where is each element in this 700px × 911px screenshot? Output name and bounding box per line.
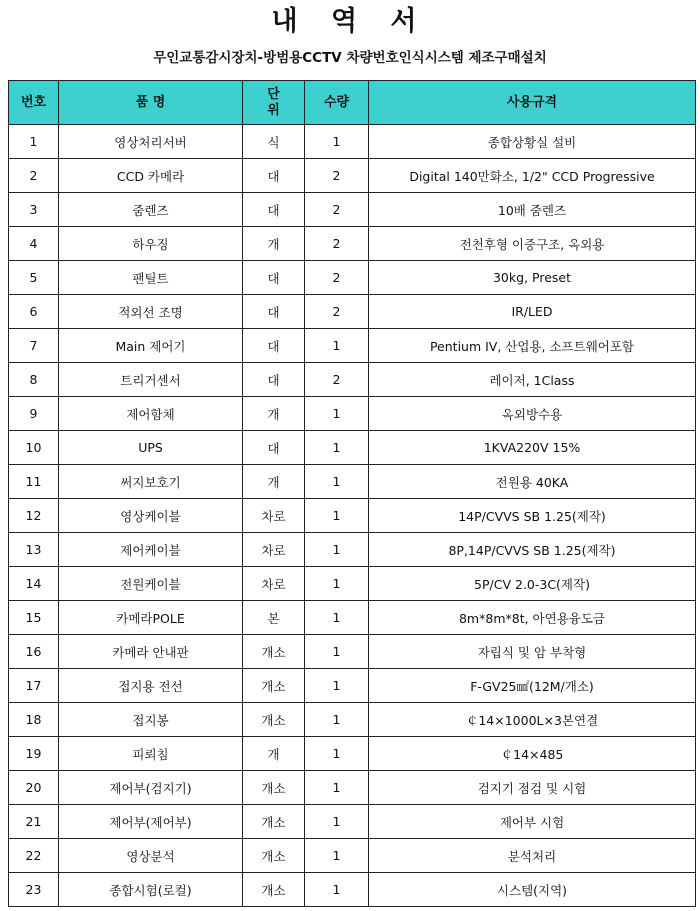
cell-unit: 대 (243, 159, 305, 193)
cell-number: 13 (9, 533, 59, 567)
header-quantity: 수량 (305, 81, 369, 125)
cell-specification: 5P/CV 2.0-3C(제작) (369, 567, 696, 601)
cell-specification: 14P/CVVS SB 1.25(제작) (369, 499, 696, 533)
cell-specification: 검지기 점검 및 시험 (369, 771, 696, 805)
cell-quantity: 1 (305, 465, 369, 499)
cell-item-name: CCD 카메라 (59, 159, 243, 193)
table-row (9, 363, 696, 397)
cell-specification: 전원용 40KA (369, 465, 696, 499)
table-header-row (9, 81, 696, 125)
table-row (9, 601, 696, 635)
cell-number: 4 (9, 227, 59, 261)
item-table (8, 80, 696, 907)
cell-item-name: 하우징 (59, 227, 243, 261)
cell-quantity: 2 (305, 261, 369, 295)
cell-unit: 대 (243, 431, 305, 465)
cell-unit: 개소 (243, 669, 305, 703)
cell-unit: 차로 (243, 567, 305, 601)
cell-number: 1 (9, 125, 59, 159)
table-row (9, 703, 696, 737)
table-row (9, 805, 696, 839)
cell-quantity: 1 (305, 567, 369, 601)
table-row (9, 635, 696, 669)
cell-unit: 개소 (243, 805, 305, 839)
cell-item-name: 영상케이블 (59, 499, 243, 533)
cell-unit: 개소 (243, 703, 305, 737)
cell-item-name: 영상처리서버 (59, 125, 243, 159)
cell-quantity: 2 (305, 193, 369, 227)
table-row (9, 295, 696, 329)
cell-number: 16 (9, 635, 59, 669)
table-row (9, 125, 696, 159)
cell-item-name: 영상분석 (59, 839, 243, 873)
cell-number: 17 (9, 669, 59, 703)
cell-number: 6 (9, 295, 59, 329)
document-subtitle: 무인교통감시장치-방범용CCTV 차량번호인식시스템 제조구매설치 (153, 50, 547, 66)
header-unit-line2: 위 (267, 102, 280, 118)
cell-specification: 종합상황실 설비 (369, 125, 696, 159)
cell-specification: ￠14×485 (369, 737, 696, 771)
cell-quantity: 1 (305, 669, 369, 703)
cell-item-name: 종합시험(로컬) (59, 873, 243, 907)
cell-number: 18 (9, 703, 59, 737)
table-row (9, 771, 696, 805)
cell-specification: 10배 줌렌즈 (369, 193, 696, 227)
cell-specification: Digital 140만화소, 1/2" CCD Progressive (369, 159, 696, 193)
header-item-name: 품 명 (59, 81, 243, 125)
document-title: 내 역 서 (271, 6, 429, 37)
cell-item-name: 트리거센서 (59, 363, 243, 397)
cell-item-name: 팬틸트 (59, 261, 243, 295)
cell-quantity: 2 (305, 295, 369, 329)
cell-specification: 레이저, 1Class (369, 363, 696, 397)
table-row (9, 193, 696, 227)
table-row (9, 839, 696, 873)
cell-unit: 개소 (243, 771, 305, 805)
cell-specification: 전천후형 이중구조, 옥외용 (369, 227, 696, 261)
table-row (9, 499, 696, 533)
cell-item-name: 써지보호기 (59, 465, 243, 499)
table-row (9, 159, 696, 193)
header-unit-line1: 단 (267, 86, 280, 102)
cell-item-name: 카메라POLE (59, 601, 243, 635)
cell-quantity: 1 (305, 499, 369, 533)
header-specification: 사용규격 (369, 81, 696, 125)
cell-quantity: 1 (305, 635, 369, 669)
cell-specification: 8P,14P/CVVS SB 1.25(제작) (369, 533, 696, 567)
cell-specification: F-GV25㎟(12M/개소) (369, 669, 696, 703)
cell-number: 19 (9, 737, 59, 771)
cell-number: 11 (9, 465, 59, 499)
cell-specification: 분석처리 (369, 839, 696, 873)
cell-number: 3 (9, 193, 59, 227)
table-row (9, 873, 696, 907)
cell-quantity: 2 (305, 363, 369, 397)
cell-item-name: 제어부(검지기) (59, 771, 243, 805)
cell-quantity: 1 (305, 873, 369, 907)
cell-number: 22 (9, 839, 59, 873)
cell-number: 23 (9, 873, 59, 907)
cell-specification: 30kg, Preset (369, 261, 696, 295)
cell-unit: 대 (243, 329, 305, 363)
cell-quantity: 1 (305, 329, 369, 363)
table-row (9, 227, 696, 261)
cell-number: 21 (9, 805, 59, 839)
table-row (9, 431, 696, 465)
header-number: 번호 (9, 81, 59, 125)
table-row (9, 533, 696, 567)
cell-specification: 8m*8m*8t, 아연용융도금 (369, 601, 696, 635)
cell-item-name: UPS (59, 431, 243, 465)
cell-specification: ￠14×1000L×3본연결 (369, 703, 696, 737)
cell-item-name: 줌렌즈 (59, 193, 243, 227)
cell-number: 15 (9, 601, 59, 635)
table-row (9, 465, 696, 499)
cell-unit: 대 (243, 295, 305, 329)
cell-item-name: 접지봉 (59, 703, 243, 737)
cell-quantity: 2 (305, 227, 369, 261)
cell-quantity: 1 (305, 397, 369, 431)
cell-specification: 자립식 및 암 부착형 (369, 635, 696, 669)
cell-specification: Pentium IV, 산업용, 소프트웨어포함 (369, 329, 696, 363)
cell-number: 12 (9, 499, 59, 533)
header-unit (243, 81, 305, 125)
cell-item-name: Main 제어기 (59, 329, 243, 363)
cell-quantity: 1 (305, 601, 369, 635)
cell-unit: 개 (243, 227, 305, 261)
cell-quantity: 1 (305, 703, 369, 737)
table-row (9, 261, 696, 295)
cell-item-name: 제어부(제어부) (59, 805, 243, 839)
cell-item-name: 접지용 전선 (59, 669, 243, 703)
table-row (9, 669, 696, 703)
cell-number: 10 (9, 431, 59, 465)
cell-unit: 개 (243, 397, 305, 431)
cell-unit: 개소 (243, 839, 305, 873)
cell-unit: 본 (243, 601, 305, 635)
cell-item-name: 카메라 안내판 (59, 635, 243, 669)
cell-item-name: 전원케이블 (59, 567, 243, 601)
table-row (9, 737, 696, 771)
cell-quantity: 2 (305, 159, 369, 193)
cell-specification: 시스템(지역) (369, 873, 696, 907)
cell-quantity: 1 (305, 839, 369, 873)
cell-specification: 제어부 시험 (369, 805, 696, 839)
cell-specification: IR/LED (369, 295, 696, 329)
cell-unit: 대 (243, 193, 305, 227)
cell-quantity: 1 (305, 737, 369, 771)
cell-unit: 개 (243, 737, 305, 771)
cell-unit: 개 (243, 465, 305, 499)
cell-number: 7 (9, 329, 59, 363)
cell-number: 9 (9, 397, 59, 431)
cell-number: 20 (9, 771, 59, 805)
cell-quantity: 1 (305, 771, 369, 805)
cell-unit: 차로 (243, 533, 305, 567)
cell-quantity: 1 (305, 533, 369, 567)
cell-unit: 식 (243, 125, 305, 159)
table-row (9, 567, 696, 601)
cell-item-name: 피뢰침 (59, 737, 243, 771)
cell-number: 5 (9, 261, 59, 295)
cell-unit: 차로 (243, 499, 305, 533)
cell-item-name: 적외선 조명 (59, 295, 243, 329)
cell-unit: 대 (243, 261, 305, 295)
table-row (9, 397, 696, 431)
cell-item-name: 제어함체 (59, 397, 243, 431)
cell-quantity: 1 (305, 805, 369, 839)
cell-unit: 대 (243, 363, 305, 397)
cell-specification: 옥외방수용 (369, 397, 696, 431)
cell-unit: 개소 (243, 873, 305, 907)
cell-quantity: 1 (305, 431, 369, 465)
table-row (9, 329, 696, 363)
cell-quantity: 1 (305, 125, 369, 159)
cell-number: 2 (9, 159, 59, 193)
cell-specification: 1KVA220V 15% (369, 431, 696, 465)
cell-item-name: 제어케이블 (59, 533, 243, 567)
cell-number: 8 (9, 363, 59, 397)
cell-number: 14 (9, 567, 59, 601)
cell-unit: 개소 (243, 635, 305, 669)
